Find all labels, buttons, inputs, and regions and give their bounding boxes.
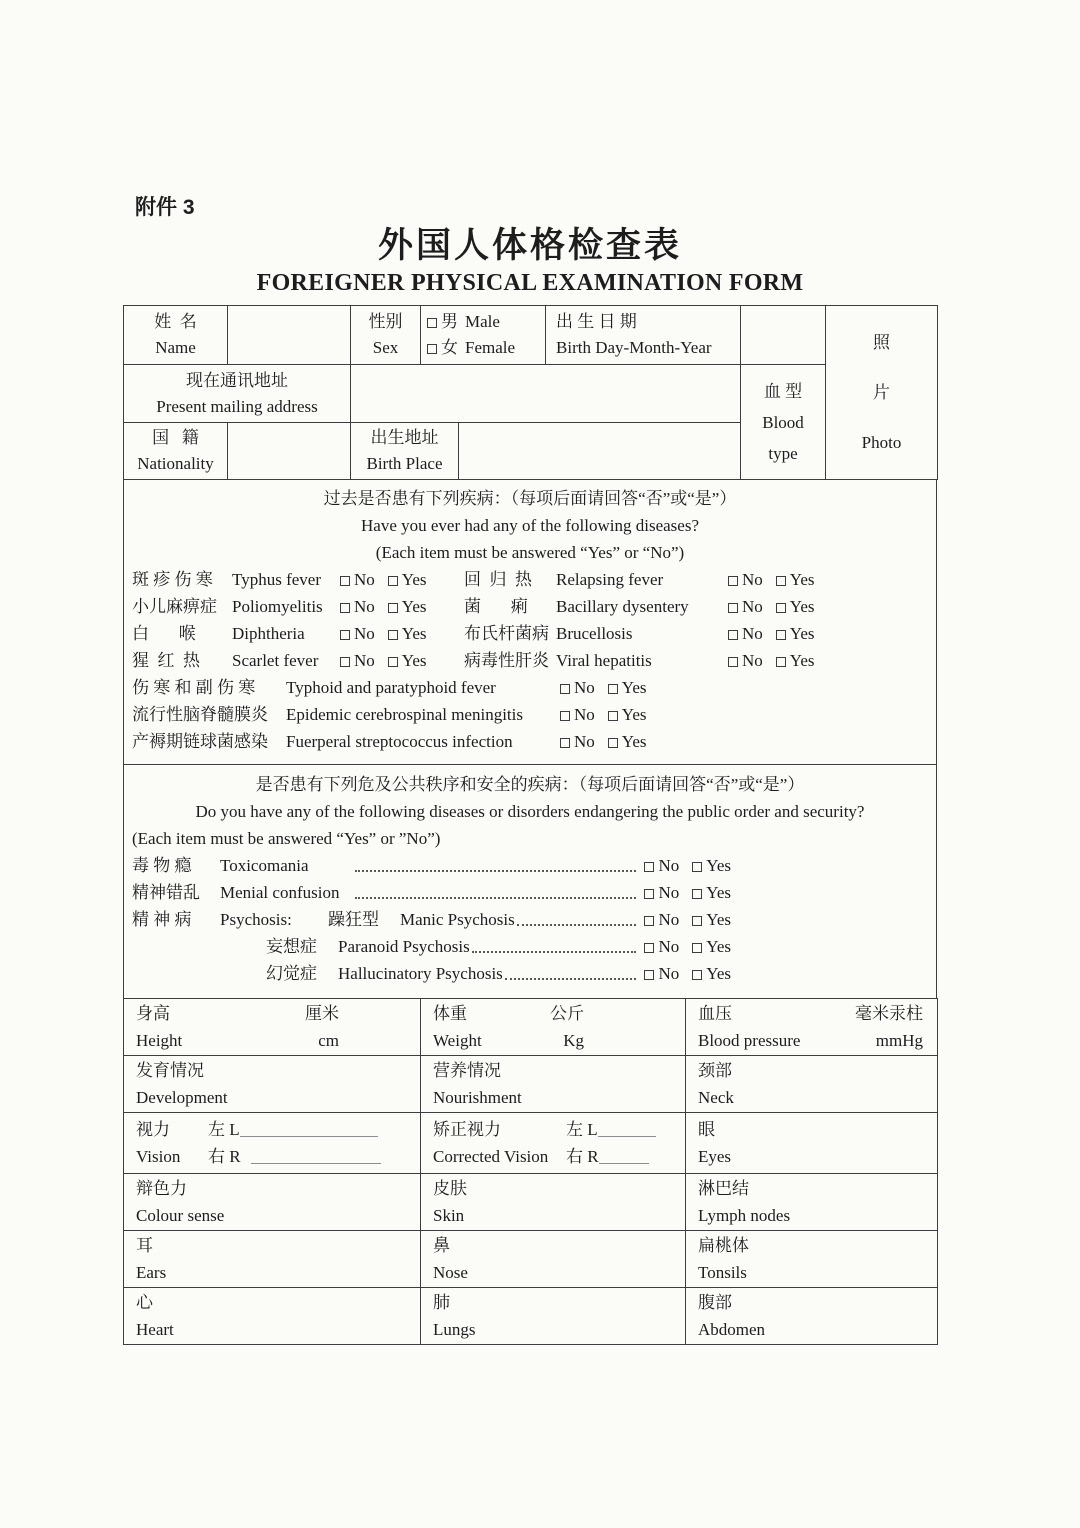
disease-en: Epidemic cerebrospinal meningitis xyxy=(286,705,523,724)
yes-checkbox[interactable] xyxy=(692,916,702,926)
yes-checkbox[interactable] xyxy=(388,603,398,613)
nourishment-label-en: Nourishment xyxy=(433,1088,522,1107)
no-checkbox[interactable] xyxy=(644,862,654,872)
item-en: Menial confusion xyxy=(220,883,340,902)
disease-row xyxy=(124,593,936,620)
colour-label-en: Colour sense xyxy=(136,1206,225,1225)
disease-en: Typhoid and paratyphoid fever xyxy=(286,678,496,697)
disease-en: Viral hepatitis xyxy=(556,651,652,670)
disease-row-full xyxy=(124,674,936,701)
disease-zh: 猩 红 热 xyxy=(132,651,200,670)
disease-item xyxy=(132,566,464,593)
yes-label: Yes xyxy=(401,570,427,589)
yes-checkbox[interactable] xyxy=(776,603,786,613)
dotted-leader xyxy=(472,951,637,953)
public-order-header-en-2: (Each item must be answered “Yes” or ”No”) xyxy=(132,829,441,848)
no-label: No xyxy=(574,678,595,697)
lymph-label-zh: 淋巴结 xyxy=(698,1179,749,1198)
abdomen-label-en: Abdomen xyxy=(698,1320,766,1339)
item-zh: 精 神 病 xyxy=(132,910,192,929)
item-zh: 毒 物 瘾 xyxy=(132,856,192,875)
exam-cell-colour-sense[interactable] xyxy=(124,1174,421,1231)
disease-en: Fuerperal streptococcus infection xyxy=(286,732,513,751)
disease-en: Poliomyelitis xyxy=(232,597,323,616)
no-checkbox[interactable] xyxy=(644,970,654,980)
disease-zh: 菌 痢 xyxy=(464,597,528,616)
disease-header-zh: 过去是否患有下列疾病：（每项后面请回答“否”或“是”） xyxy=(323,489,737,508)
height-unit-en: cm xyxy=(318,1031,339,1050)
form-title-en: FOREIGNER PHYSICAL EXAMINATION FORM xyxy=(256,270,804,296)
disease-row xyxy=(124,620,936,647)
yes-checkbox[interactable] xyxy=(692,970,702,980)
disease-item xyxy=(132,647,464,674)
yes-checkbox[interactable] xyxy=(388,630,398,640)
dotted-leader xyxy=(355,870,636,872)
nourishment-label-zh: 营养情况 xyxy=(433,1061,501,1080)
blood-label-en-1: Blood xyxy=(762,412,804,432)
disease-header-en-2: (Each item must be answered “Yes” or “No”) xyxy=(375,543,685,562)
corrected-vision-label-en: Corrected Vision xyxy=(433,1147,549,1166)
yes-checkbox[interactable] xyxy=(608,711,618,721)
photo-cell xyxy=(826,306,938,480)
item-zh: 精神错乱 xyxy=(132,883,200,902)
no-yes-options xyxy=(728,620,815,647)
exam-cell-abdomen[interactable] xyxy=(686,1288,938,1345)
no-label: No xyxy=(742,651,763,670)
disease-en: Scarlet fever xyxy=(232,651,319,670)
blood-label-en-2: type xyxy=(768,443,798,463)
sex-label-en: Sex xyxy=(372,338,399,357)
no-checkbox[interactable] xyxy=(560,684,570,694)
exam-cell-height[interactable] xyxy=(124,999,421,1056)
development-label-zh: 发育情况 xyxy=(136,1061,204,1080)
corrected-right-label: 右 R xyxy=(566,1147,599,1166)
yes-checkbox[interactable] xyxy=(776,657,786,667)
public-order-row xyxy=(124,879,936,906)
disease-zh: 流行性脑脊髓膜炎 xyxy=(132,705,268,724)
no-label: No xyxy=(354,570,375,589)
yes-checkbox[interactable] xyxy=(776,630,786,640)
photo-label-zh-1: 照 xyxy=(873,332,891,352)
male-label-en: Male xyxy=(465,312,500,331)
public-order-row xyxy=(124,852,936,879)
item-en: Toxicomania xyxy=(220,856,309,875)
eyes-label-en: Eyes xyxy=(698,1147,732,1166)
neck-label-zh: 颈部 xyxy=(698,1061,732,1080)
no-yes-options xyxy=(560,674,647,701)
birthdate-label-zh: 出 生 日 期 xyxy=(556,312,637,331)
no-checkbox[interactable] xyxy=(340,657,350,667)
exam-cell-lymph-nodes[interactable] xyxy=(686,1174,938,1231)
subitem-en: Paranoid Psychosis xyxy=(338,937,470,956)
nationality-label-cell xyxy=(124,423,228,480)
yes-label: Yes xyxy=(789,597,815,616)
nose-label-zh: 鼻 xyxy=(433,1236,450,1255)
lymph-label-en: Lymph nodes xyxy=(698,1206,791,1225)
yes-label: Yes xyxy=(789,570,815,589)
female-label-zh: 女 xyxy=(441,338,458,357)
item-en: Psychosis: xyxy=(220,910,292,929)
no-label: No xyxy=(574,705,595,724)
yes-label: Yes xyxy=(621,705,647,724)
yes-label: Yes xyxy=(621,732,647,751)
yes-label: Yes xyxy=(706,937,731,956)
name-label-en: Name xyxy=(155,338,196,357)
height-label-en: Height xyxy=(136,1031,183,1050)
yes-label: Yes xyxy=(621,678,647,697)
disease-zh: 产褥期链球菌感染 xyxy=(132,732,268,751)
disease-item xyxy=(464,593,928,620)
public-order-header-zh: 是否患有下列危及公共秩序和安全的疾病：（每项后面请回答“否”或“是”） xyxy=(255,775,805,794)
disease-en: Diphtheria xyxy=(232,624,305,643)
address-value-cell[interactable] xyxy=(351,365,741,423)
vision-label-en: Vision xyxy=(136,1147,181,1166)
vision-left-blank[interactable] xyxy=(240,1136,378,1137)
blood-label-zh: 血 型 xyxy=(763,381,803,401)
yes-checkbox[interactable] xyxy=(388,576,398,586)
no-label: No xyxy=(658,883,680,902)
exam-cell-development[interactable] xyxy=(124,1056,421,1113)
corrected-left-blank[interactable] xyxy=(598,1136,656,1137)
blood-type-cell xyxy=(741,365,826,480)
disease-item xyxy=(132,620,464,647)
exam-cell-ears[interactable] xyxy=(124,1231,421,1288)
no-label: No xyxy=(742,624,763,643)
no-yes-options xyxy=(340,593,427,620)
colour-label-zh: 辩色力 xyxy=(136,1179,187,1198)
sex-options-cell xyxy=(421,306,546,365)
nose-label-en: Nose xyxy=(433,1263,468,1282)
exam-cell-weight[interactable] xyxy=(421,999,686,1056)
female-option[interactable] xyxy=(427,335,541,361)
disease-zh: 病毒性肝炎 xyxy=(464,651,549,670)
birthdate-value-cell[interactable] xyxy=(741,306,826,365)
disease-en: Typhus fever xyxy=(232,570,321,589)
dotted-leader xyxy=(517,924,637,926)
name-value-cell[interactable] xyxy=(228,306,351,365)
development-label-en: Development xyxy=(136,1088,228,1107)
height-label-zh: 身高 xyxy=(136,1004,170,1023)
birthdate-label-en: Birth Day-Month-Year xyxy=(556,338,712,357)
disease-item xyxy=(464,566,928,593)
address-label-zh: 现在通讯地址 xyxy=(186,370,288,390)
no-label: No xyxy=(574,732,595,751)
corrected-vision-label-zh: 矫正视力 xyxy=(433,1120,501,1139)
subitem-zh: 躁狂型 xyxy=(328,910,379,929)
no-checkbox[interactable] xyxy=(728,603,738,613)
disease-en: Brucellosis xyxy=(556,624,633,643)
public-order-header-en-1: Do you have any of the following diseases or disorders endangering the public order and security? xyxy=(195,802,865,821)
tonsils-label-en: Tonsils xyxy=(698,1263,747,1282)
yes-label: Yes xyxy=(401,624,427,643)
vision-left-label: 左 L xyxy=(208,1120,240,1139)
exam-cell-eyes[interactable] xyxy=(686,1113,938,1174)
dotted-leader xyxy=(355,897,636,899)
vision-right-blank[interactable] xyxy=(251,1163,381,1164)
public-order-row xyxy=(124,960,936,987)
no-yes-options xyxy=(644,960,731,987)
no-label: No xyxy=(658,937,680,956)
yes-label: Yes xyxy=(706,910,731,929)
disease-en: Bacillary dysentery xyxy=(556,597,689,616)
no-label: No xyxy=(742,597,763,616)
disease-item xyxy=(132,593,464,620)
corrected-left-label: 左 L xyxy=(566,1120,598,1139)
exam-cell-corrected-vision[interactable] xyxy=(421,1113,686,1174)
yes-label: Yes xyxy=(706,964,731,983)
skin-label-en: Skin xyxy=(433,1206,465,1225)
yes-checkbox[interactable] xyxy=(692,862,702,872)
form-title-zh: 外国人体格检查表 xyxy=(377,226,682,265)
neck-label-en: Neck xyxy=(698,1088,734,1107)
exam-cell-neck[interactable] xyxy=(686,1056,938,1113)
disease-row-full xyxy=(124,701,936,728)
disease-row xyxy=(124,566,936,593)
male-checkbox[interactable] xyxy=(427,318,437,328)
address-label-cell xyxy=(124,365,351,423)
bp-label-zh: 血压 xyxy=(698,1004,732,1023)
disease-history-section xyxy=(123,480,937,765)
no-checkbox[interactable] xyxy=(560,711,570,721)
birthplace-value-cell[interactable] xyxy=(459,423,741,480)
no-yes-options xyxy=(644,852,731,879)
exam-cell-heart[interactable] xyxy=(124,1288,421,1345)
nationality-label-en: Nationality xyxy=(137,454,214,473)
no-label: No xyxy=(742,570,763,589)
no-checkbox[interactable] xyxy=(340,630,350,640)
disease-row-full xyxy=(124,728,936,755)
no-label: No xyxy=(354,597,375,616)
male-option[interactable] xyxy=(427,309,541,335)
no-yes-options xyxy=(340,647,427,674)
attachment-label: 附件 3 xyxy=(135,196,195,219)
yes-checkbox[interactable] xyxy=(692,943,702,953)
no-yes-options xyxy=(340,566,427,593)
no-yes-options xyxy=(644,933,731,960)
skin-label-zh: 皮肤 xyxy=(433,1179,467,1198)
male-label-zh: 男 xyxy=(441,312,458,331)
no-yes-options xyxy=(728,566,815,593)
bp-unit-en: mmHg xyxy=(875,1031,923,1050)
no-label: No xyxy=(658,964,680,983)
weight-label-en: Weight xyxy=(433,1031,482,1050)
no-label: No xyxy=(658,910,680,929)
no-yes-options xyxy=(560,701,647,728)
photo-label-zh-2: 片 xyxy=(873,382,891,402)
abdomen-label-zh: 腹部 xyxy=(698,1293,732,1312)
public-order-row xyxy=(124,933,936,960)
lungs-label-en: Lungs xyxy=(433,1320,476,1339)
disease-zh: 白 喉 xyxy=(132,624,196,643)
no-checkbox[interactable] xyxy=(644,943,654,953)
no-checkbox[interactable] xyxy=(644,889,654,899)
exam-cell-tonsils[interactable] xyxy=(686,1231,938,1288)
disease-en: Relapsing fever xyxy=(556,570,664,589)
no-checkbox[interactable] xyxy=(340,576,350,586)
no-label: No xyxy=(354,651,375,670)
weight-label-zh: 体重 xyxy=(433,1004,467,1023)
yes-checkbox[interactable] xyxy=(692,889,702,899)
yes-checkbox[interactable] xyxy=(388,657,398,667)
disease-item xyxy=(464,620,928,647)
exam-table xyxy=(123,998,938,1345)
name-label-cell xyxy=(124,306,228,365)
yes-label: Yes xyxy=(789,624,815,643)
disease-zh: 小儿麻痹症 xyxy=(132,597,217,616)
identity-table xyxy=(123,305,938,480)
heart-label-en: Heart xyxy=(136,1320,174,1339)
nationality-value-cell[interactable] xyxy=(228,423,351,480)
yes-checkbox[interactable] xyxy=(608,738,618,748)
sex-label-cell xyxy=(351,306,421,365)
birthplace-label-en: Birth Place xyxy=(366,454,443,473)
female-checkbox[interactable] xyxy=(427,344,437,354)
exam-cell-blood-pressure[interactable] xyxy=(686,999,938,1056)
exam-cell-vision[interactable] xyxy=(124,1113,421,1174)
vision-label-zh: 视力 xyxy=(136,1120,170,1139)
no-label: No xyxy=(658,856,680,875)
bp-label-en: Blood pressure xyxy=(698,1031,801,1050)
form-content xyxy=(123,193,937,1345)
public-order-section xyxy=(123,765,937,998)
no-checkbox[interactable] xyxy=(728,630,738,640)
yes-label: Yes xyxy=(401,651,427,670)
exam-cell-skin[interactable] xyxy=(421,1174,686,1231)
no-yes-options xyxy=(340,620,427,647)
no-yes-options xyxy=(644,906,731,933)
corrected-right-blank[interactable] xyxy=(599,1163,649,1164)
lungs-label-zh: 肺 xyxy=(433,1293,450,1312)
sex-label-zh: 性别 xyxy=(368,312,403,331)
eyes-label-zh: 眼 xyxy=(698,1120,715,1139)
exam-cell-nose[interactable] xyxy=(421,1231,686,1288)
vision-right-label: 右 R xyxy=(208,1147,245,1166)
nationality-label-zh: 国 籍 xyxy=(152,428,199,447)
public-order-row xyxy=(124,906,936,933)
subitem-en: Manic Psychosis xyxy=(400,910,515,929)
heart-label-zh: 心 xyxy=(136,1293,153,1312)
height-unit-zh: 厘米 xyxy=(305,1004,339,1023)
dotted-leader xyxy=(505,978,637,980)
bp-unit-zh: 毫米汞柱 xyxy=(855,1004,923,1023)
weight-unit-en: Kg xyxy=(563,1031,584,1050)
ears-label-zh: 耳 xyxy=(136,1236,153,1255)
name-label-zh: 姓 名 xyxy=(154,312,197,331)
exam-cell-lungs[interactable] xyxy=(421,1288,686,1345)
disease-row xyxy=(124,647,936,674)
subitem-en: Hallucinatory Psychosis xyxy=(338,964,503,983)
disease-header-en-1: Have you ever had any of the following diseases? xyxy=(361,516,699,535)
ears-label-en: Ears xyxy=(136,1263,167,1282)
photo-label-en: Photo xyxy=(861,432,902,452)
address-label-en: Present mailing address xyxy=(156,396,318,416)
yes-label: Yes xyxy=(401,597,427,616)
yes-label: Yes xyxy=(789,651,815,670)
no-checkbox[interactable] xyxy=(728,657,738,667)
subitem-zh: 幻觉症 xyxy=(266,964,317,983)
birthdate-label-cell xyxy=(546,306,741,365)
birthplace-label-cell xyxy=(351,423,459,480)
disease-item xyxy=(464,647,928,674)
no-yes-options xyxy=(728,647,815,674)
no-label: No xyxy=(354,624,375,643)
no-yes-options xyxy=(644,879,731,906)
disease-zh: 布氏杆菌病 xyxy=(464,624,549,643)
subitem-zh: 妄想症 xyxy=(266,937,317,956)
yes-label: Yes xyxy=(706,883,731,902)
no-checkbox[interactable] xyxy=(340,603,350,613)
yes-label: Yes xyxy=(706,856,731,875)
no-checkbox[interactable] xyxy=(728,576,738,586)
disease-zh: 斑 疹 伤 寒 xyxy=(132,570,213,589)
female-label-en: Female xyxy=(465,338,516,357)
no-yes-options xyxy=(728,593,815,620)
yes-checkbox[interactable] xyxy=(608,684,618,694)
tonsils-label-zh: 扁桃体 xyxy=(698,1236,749,1255)
yes-checkbox[interactable] xyxy=(776,576,786,586)
weight-unit-zh: 公斤 xyxy=(550,1004,584,1023)
no-checkbox[interactable] xyxy=(644,916,654,926)
disease-zh: 回 归 热 xyxy=(464,570,532,589)
no-checkbox[interactable] xyxy=(560,738,570,748)
photo-placeholder xyxy=(826,324,937,462)
no-yes-options xyxy=(560,728,647,755)
disease-zh: 伤 寒 和 副 伤 寒 xyxy=(132,678,256,697)
exam-cell-nourishment[interactable] xyxy=(421,1056,686,1113)
birthplace-label-zh: 出生地址 xyxy=(370,428,439,447)
